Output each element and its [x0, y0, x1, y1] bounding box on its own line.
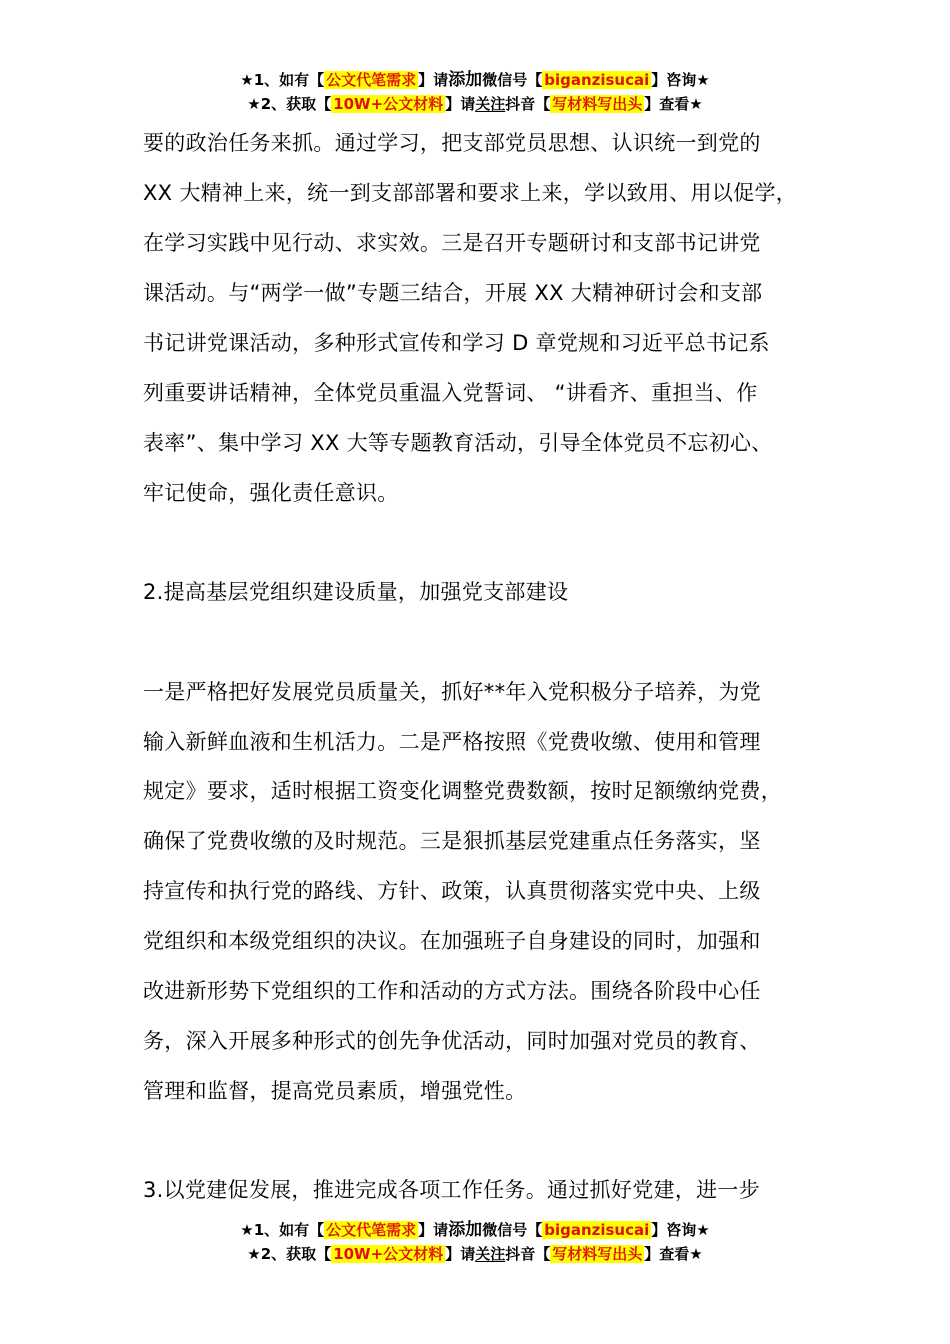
highlight-materials: 10W+公文材料: [333, 1245, 444, 1263]
banner-text: 】请: [418, 71, 449, 89]
paragraph-line: 确保了党费收缴的及时规范。三是狠抓基层党建重点任务落实，坚: [143, 829, 761, 853]
banner-line-1: [0, 68, 950, 92]
paragraph-line: 党组织和本级党组织的决议。在加强班子自身建设的同时，加强和: [143, 929, 761, 953]
banner-text: 微信号【: [482, 1221, 543, 1239]
banner-text: 】请: [445, 1245, 476, 1263]
paragraph-line: 要的政治任务来抓。通过学习，把支部党员思想、认识统一到党的: [143, 131, 761, 155]
banner-text: 】请: [418, 1221, 449, 1239]
banner-text: ★1、如有【: [240, 71, 325, 89]
banner-text: 微信号【: [482, 71, 543, 89]
paragraph-line: 持宣传和执行党的路线、方针、政策，认真贯彻落实党中央、上级: [143, 879, 761, 903]
highlight-wechat-id: biganzisucai: [544, 71, 650, 89]
paragraph-line: 务，深入开展多种形式的创先争优活动，同时加强对党员的教育、: [143, 1029, 761, 1053]
highlight-douyin-account: 写材料写出头: [552, 95, 643, 113]
paragraph-line: 规定》要求，适时根据工资变化调整党费数额，按时足额缴纳党费，: [143, 779, 782, 803]
emphasis-text: 添加: [448, 1220, 483, 1240]
section-heading: 3.以党建促发展，推进完成各项工作任务。通过抓好党建，进一步: [143, 1178, 761, 1202]
paragraph-line: 改进新形势下党组织的工作和活动的方式方法。围绕各阶段中心任: [143, 979, 761, 1003]
footer-banner: [0, 1218, 950, 1266]
paragraph-line: 管理和监督，提高党员素质，增强党性。: [143, 1079, 527, 1103]
paragraph-line: 列重要讲话精神，全体党员重温入党誓词、 “讲看齐、重担当、作: [143, 381, 758, 405]
paragraph-line: 牢记使命，强化责任意识。: [143, 481, 399, 505]
banner-text: 抖音【: [505, 95, 551, 113]
emphasis-text: 添加: [448, 70, 483, 90]
banner-text: ★1、如有【: [240, 1221, 325, 1239]
banner-text: ★2、获取【: [247, 1245, 332, 1263]
highlight-materials: 10W+公文材料: [333, 95, 444, 113]
emphasis-text: 关注: [475, 1245, 506, 1263]
highlight-service: 公文代笔需求: [326, 1221, 417, 1239]
emphasis-text: 关注: [475, 95, 506, 113]
banner-line-2: [0, 1242, 950, 1266]
paragraph-line: 表率”、集中学习 XX 大等专题教育活动，引导全体党员不忘初心、: [143, 431, 773, 455]
paragraph-line: 输入新鲜血液和生机活力。二是严格按照《党费收缴、使用和管理: [143, 730, 761, 754]
banner-text: 】咨询★: [651, 71, 710, 89]
banner-text: 】查看★: [644, 95, 703, 113]
paragraph-line: 一是严格把好发展党员质量关，抓好**年入党积极分子培养，为党: [143, 680, 761, 704]
banner-text: 抖音【: [505, 1245, 551, 1263]
paragraph-line: 在学习实践中见行动、求实效。三是召开专题研讨和支部书记讲党: [143, 231, 761, 255]
banner-line-1: [0, 1218, 950, 1242]
paragraph-line: 书记讲党课活动，多种形式宣传和学习 D 章党规和习近平总书记系: [143, 331, 770, 355]
paragraph-line: XX 大精神上来，统一到支部部署和要求上来，学以致用、用以促学，: [143, 181, 798, 205]
highlight-service: 公文代笔需求: [326, 71, 417, 89]
banner-text: 】咨询★: [651, 1221, 710, 1239]
highlight-douyin-account: 写材料写出头: [552, 1245, 643, 1263]
banner-line-2: [0, 92, 950, 116]
banner-text: ★2、获取【: [247, 95, 332, 113]
banner-text: 】查看★: [644, 1245, 703, 1263]
section-heading: 2.提高基层党组织建设质量，加强党支部建设: [143, 580, 569, 604]
header-banner: [0, 68, 950, 116]
paragraph-line: 课活动。与“两学一做”专题三结合，开展 XX 大精神研讨会和支部: [143, 281, 763, 305]
highlight-wechat-id: biganzisucai: [544, 1221, 650, 1239]
banner-text: 】请: [445, 95, 476, 113]
